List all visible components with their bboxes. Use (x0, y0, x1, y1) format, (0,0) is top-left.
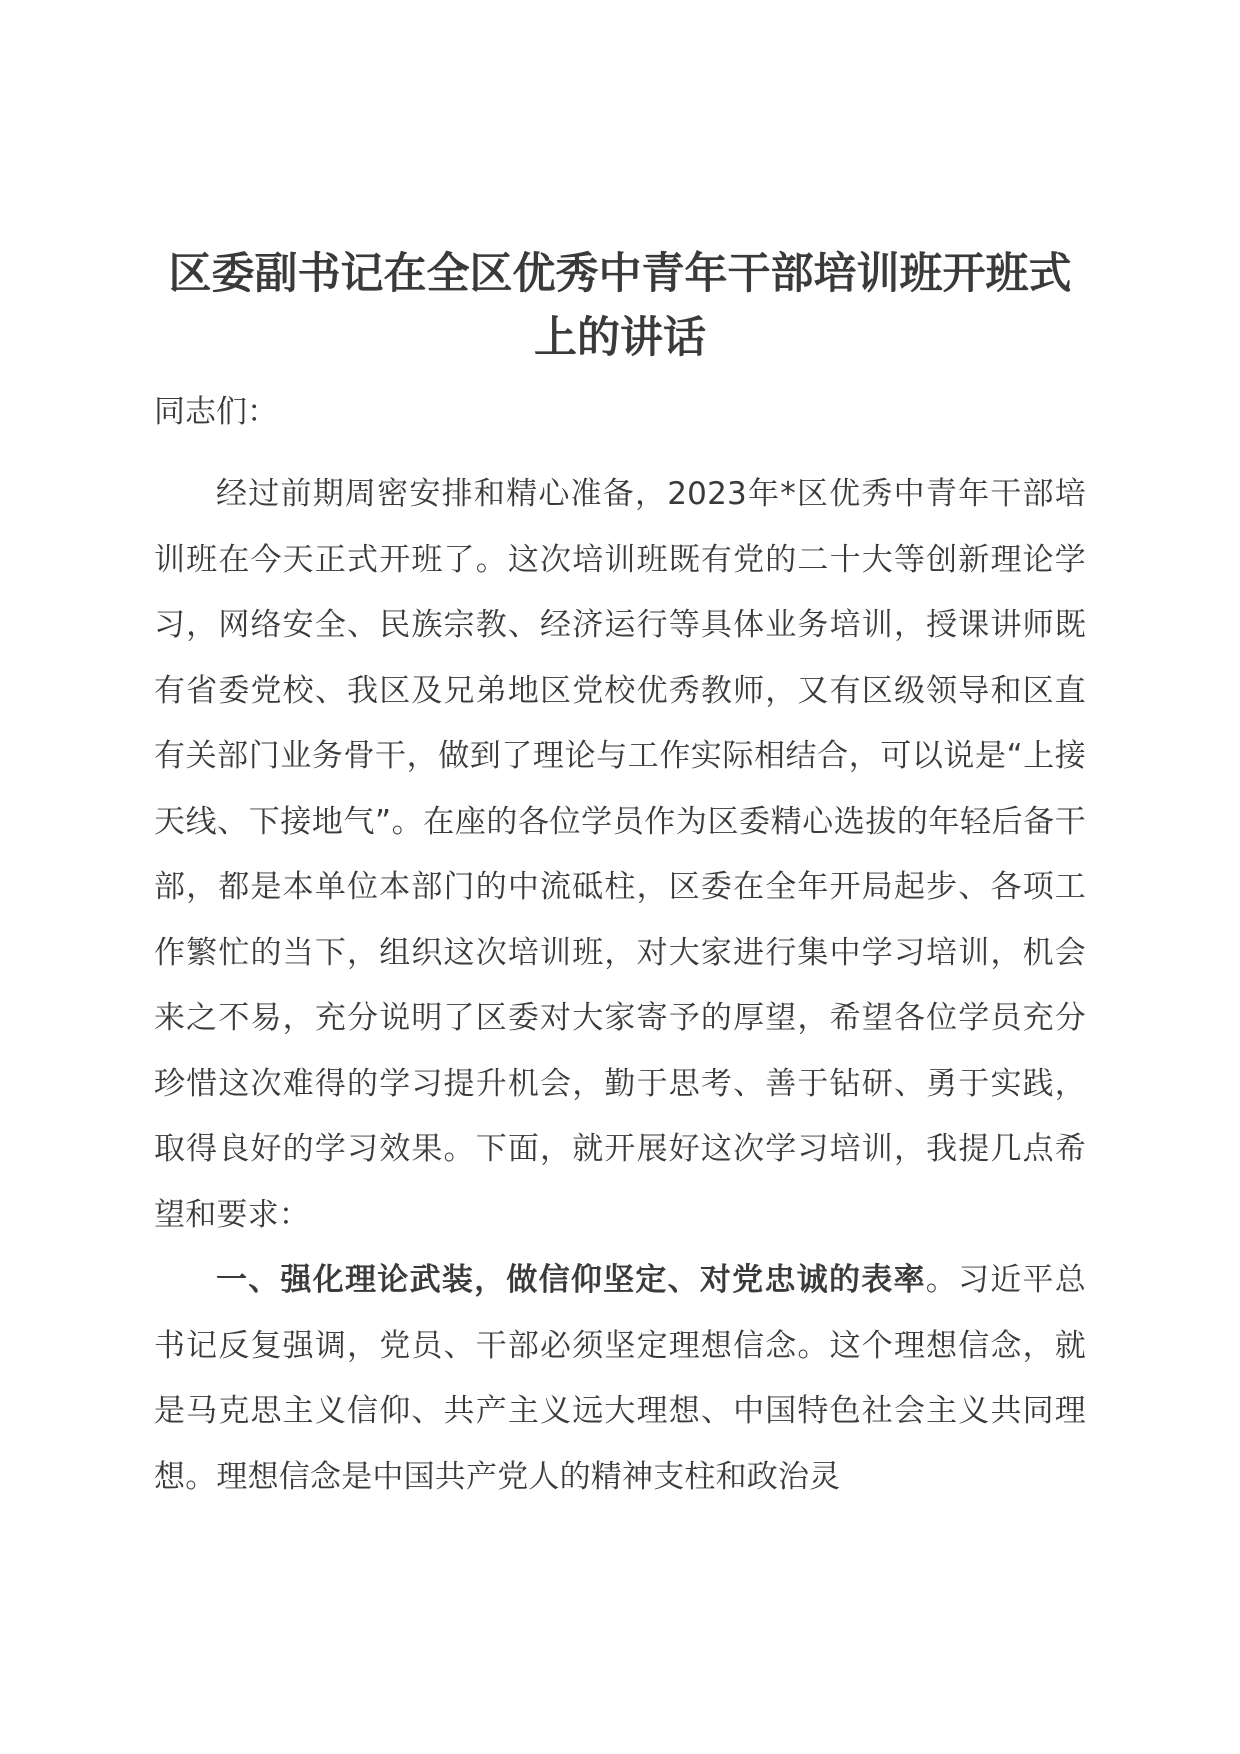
section-one-heading: 一、强化理论武装，做信仰坚定、对党忠诚的表率 (216, 1262, 926, 1298)
paragraph-section-one (154, 1248, 1086, 1510)
salutation: 同志们： (154, 394, 278, 430)
section-one-body: 。习近平总书记反复强调，党员、干部必须坚定理想信念。这个理想信念，就是马克思主义信仰、共产主义远大理想、中国特色社会主义共同理想。理想信念是中国共产党人的精神支柱和政治灵 (154, 1262, 1086, 1495)
document-title: 区委副书记在全区优秀中青年干部培训班开班式上的讲话 (168, 249, 1072, 363)
paragraph-intro: 经过前期周密安排和精心准备，2023年*区优秀中青年干部培训班在今天正式开班了。这次培训班既有党的二十大等创新理论学习，网络安全、民族宗教、经济运行等具体业务培训，授课讲师既有省委党校、我区及兄弟地区党校优秀教师，又有区级领导和区直有关部门业务骨干，做到了理论与工作实际相结合，可以说是“上接天线、下接地气”。在座的各位学员作为区委精心选拔的年轻后备干部，都是本单位本部门的中流砥柱，区委在全年开局起步、各项工作繁忙的当下，组织这次培训班，对大家进行集中学习培训，机会来之不易，充分说明了区委对大家寄予的厚望，希望各位学员充分珍惜这次难得的学习提升机会，勤于思考、善于钻研、勇于实践，取得良好的学习效果。下面，就开展好这次学习培训，我提几点希望和要求： (154, 476, 1086, 1233)
